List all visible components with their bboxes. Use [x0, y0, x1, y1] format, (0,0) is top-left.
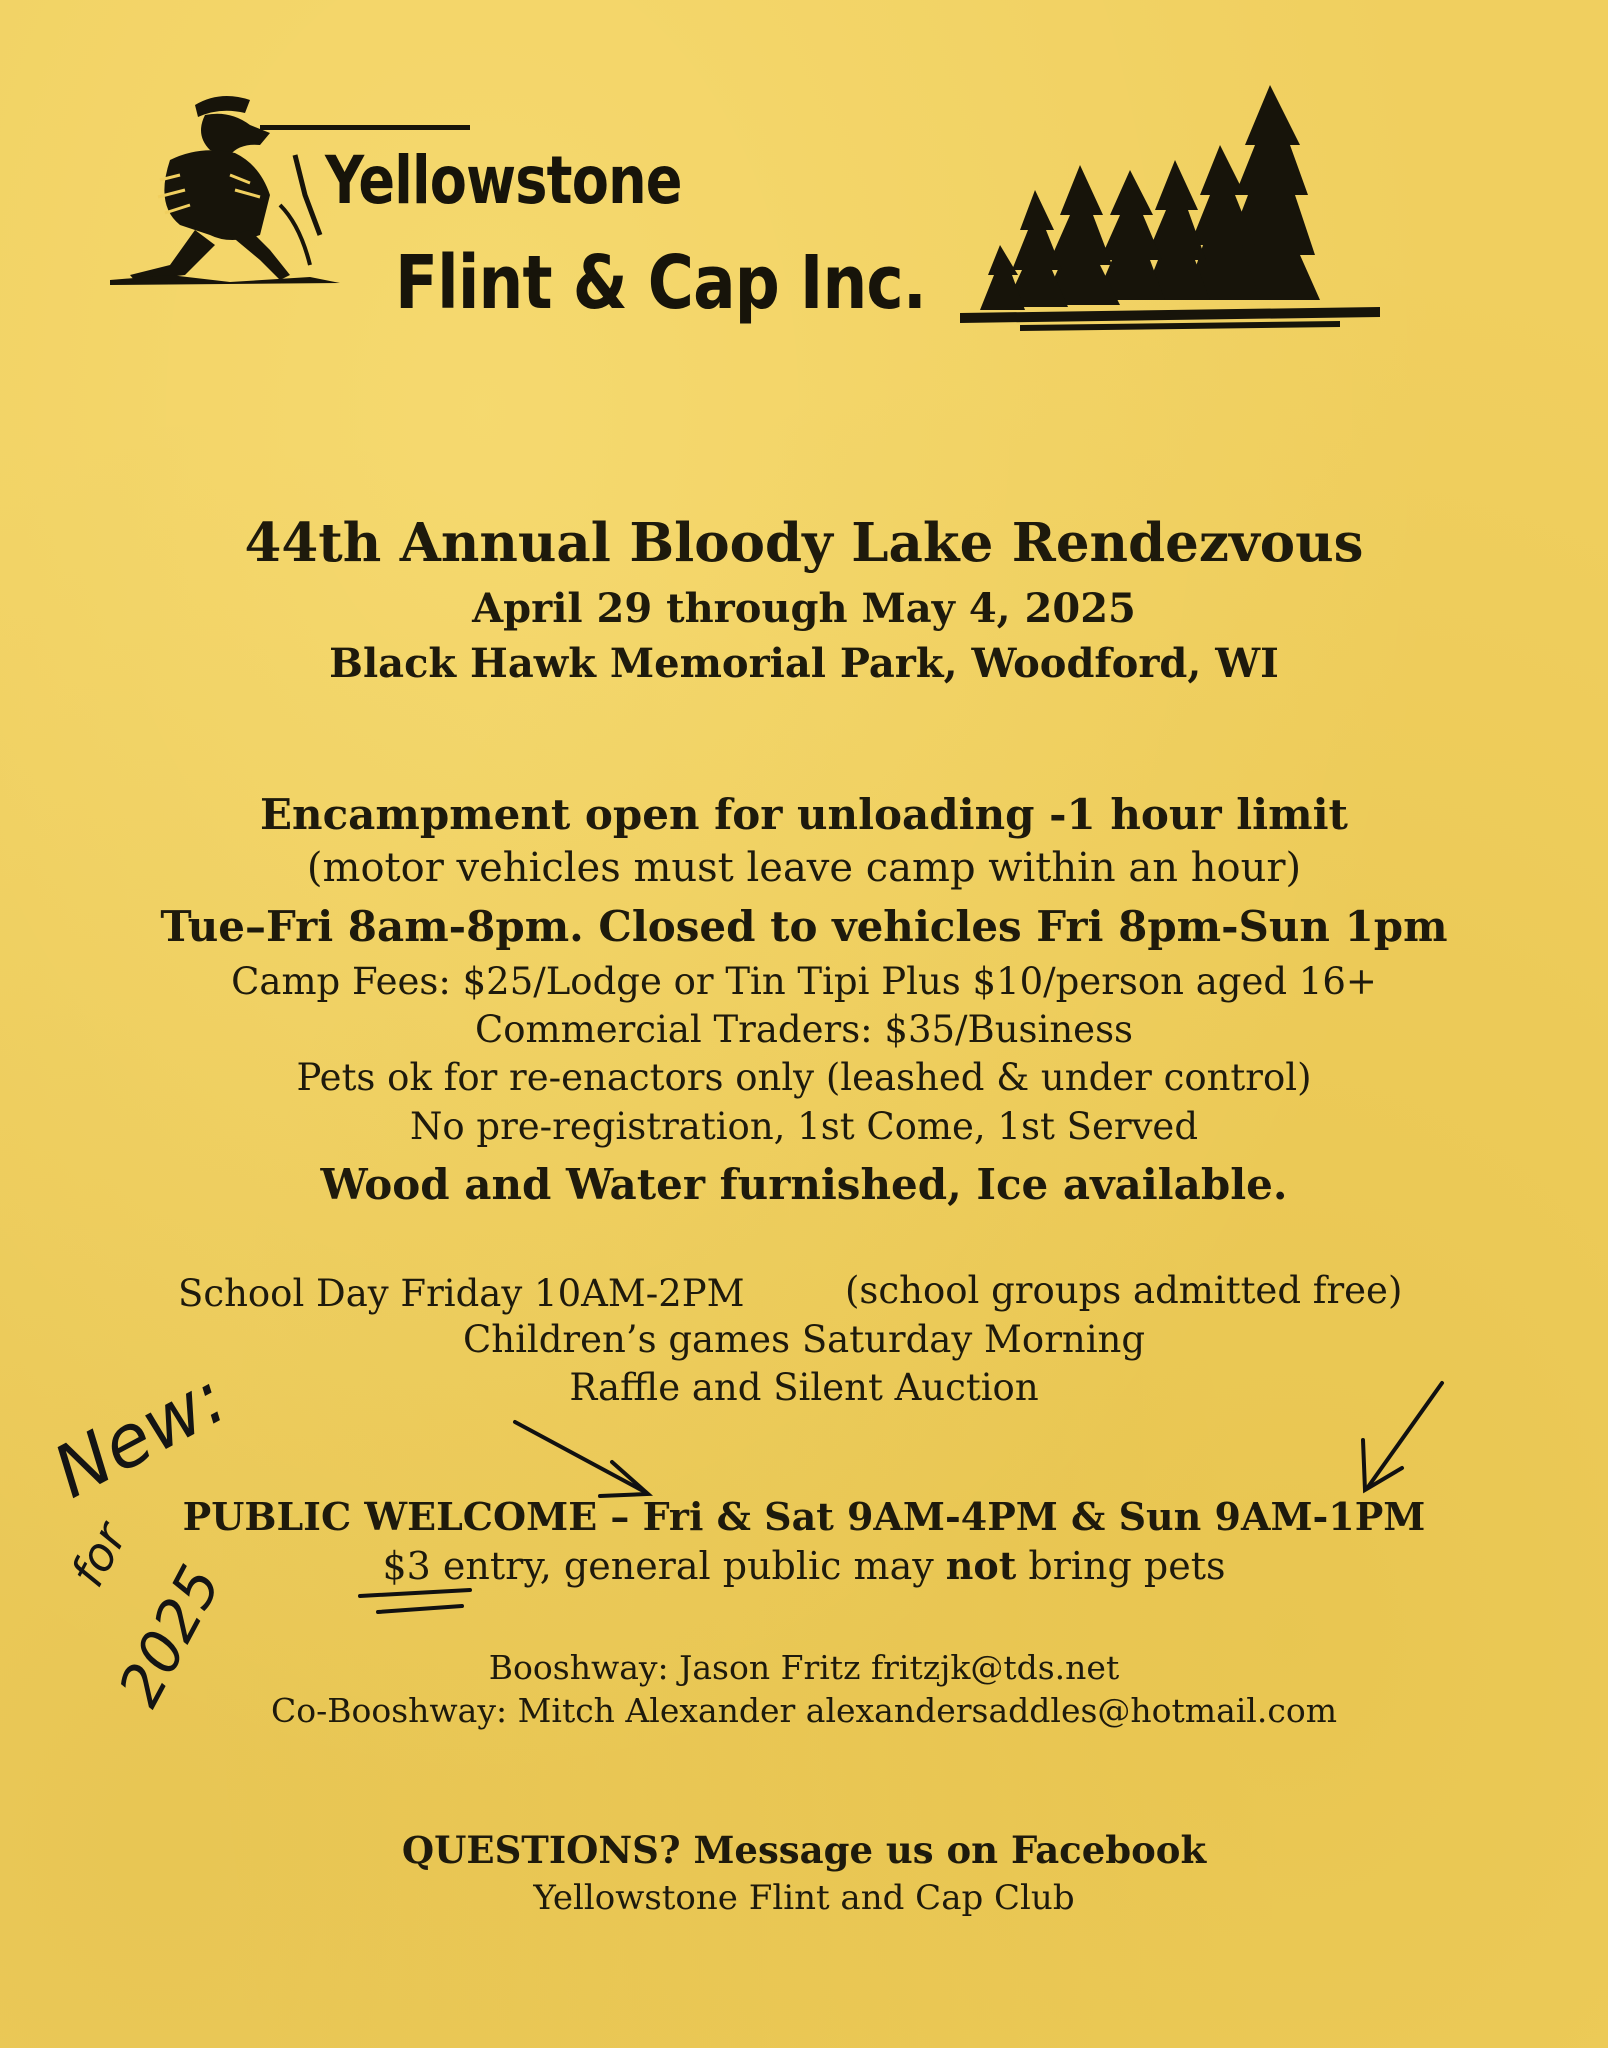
logo-line-2: Flint & Cap Inc.: [395, 240, 926, 326]
camp-hours: Tue–Fri 8am-8pm. Closed to vehicles Fri 8pm-Sun 1pm: [160, 902, 1448, 951]
event-dates: April 29 through May 4, 2025: [472, 585, 1136, 632]
public-welcome: PUBLIC WELCOME – Fri & Sat 9AM-4PM & Sun 9AM-1PM: [182, 1494, 1426, 1539]
handwritten-for: for: [60, 1514, 138, 1596]
activity-raffle: Raffle and Silent Auction: [569, 1366, 1039, 1409]
contact-booshway: Booshway: Jason Fritz fritzjk@tds.net: [488, 1648, 1120, 1687]
public-entry-suffix: bring pets: [1016, 1544, 1226, 1588]
activity-games: Children’s games Saturday Morning: [462, 1318, 1146, 1361]
contact-co-booshway: Co-Booshway: Mitch Alexander alexandersaddles@hotmail.com: [270, 1691, 1337, 1730]
footer-questions: QUESTIONS? Message us on Facebook: [401, 1828, 1207, 1872]
public-entry: [0, 1543, 1608, 1588]
camp-registration: No pre-registration, 1st Come, 1st Served: [409, 1105, 1199, 1148]
camp-unloading: Encampment open for unloading -1 hour limit: [260, 790, 1348, 839]
camp-vehicles-note: (motor vehicles must leave camp within an hour): [306, 845, 1302, 891]
event-location: Black Hawk Memorial Park, Woodford, WI: [329, 640, 1279, 687]
activity-school-note: (school groups admitted free): [845, 1269, 1403, 1312]
handwritten-2025: 2025: [105, 1554, 235, 1717]
logo-line-1: Yellowstone: [325, 142, 682, 219]
camp-pets: Pets ok for re-enactors only (leashed & under control): [296, 1056, 1312, 1099]
event-title: 44th Annual Bloody Lake Rendezvous: [244, 512, 1364, 574]
camp-traders: Commercial Traders: $35/Business: [474, 1008, 1134, 1051]
handwritten-new: New:: [40, 1354, 240, 1515]
public-entry-not: not: [945, 1543, 1017, 1588]
activity-school-day: School Day Friday 10AM-2PM: [178, 1272, 745, 1315]
camp-wood-water: Wood and Water furnished, Ice available.: [320, 1160, 1288, 1209]
camp-fees: Camp Fees: $25/Lodge or Tin Tipi Plus $10/person aged 16+: [231, 960, 1377, 1003]
public-entry-prefix: $3 entry, general public may: [382, 1544, 946, 1588]
footer-club: Yellowstone Flint and Cap Club: [533, 1878, 1075, 1918]
